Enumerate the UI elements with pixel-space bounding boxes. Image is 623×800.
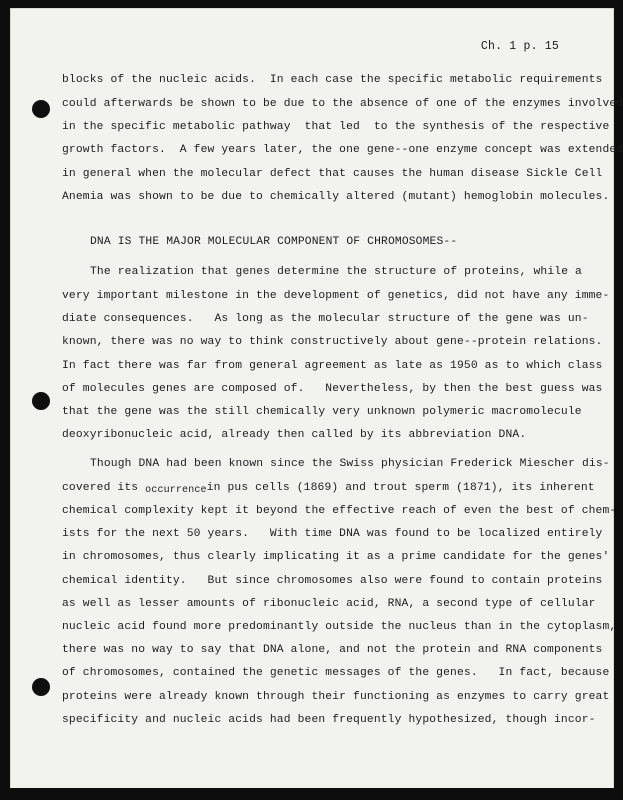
section-heading: DNA IS THE MAJOR MOLECULAR COMPONENT OF CHROMOSOMES-- xyxy=(90,236,458,248)
text-line: diate consequences. As long as the molecular structure of the gene was un- xyxy=(62,313,589,325)
text-line: In fact there was far from general agreement as late as 1950 as to which class xyxy=(62,360,603,372)
inserted-word: occurrence xyxy=(145,485,207,496)
punch-hole-top xyxy=(32,100,50,118)
text-line: The realization that genes determine the structure of proteins, while a xyxy=(90,266,582,278)
text-line: chemical complexity kept it beyond the effective reach of even the best of chem- xyxy=(62,505,617,517)
text-line: blocks of the nucleic acids. In each case the specific metabolic requirements xyxy=(62,74,603,86)
text-line: of chromosomes, contained the genetic messages of the genes. In fact, because xyxy=(62,667,610,679)
text-line: in the specific metabolic pathway that led to the synthesis of the respective xyxy=(62,121,610,133)
text-line: in general when the molecular defect that causes the human disease Sickle Cell xyxy=(62,168,603,180)
text-line: in chromosomes, thus clearly implicating it as a prime candidate for the genes' xyxy=(62,551,610,563)
punch-hole-middle xyxy=(32,392,50,410)
text-line: deoxyribonucleic acid, already then called by its abbreviation DNA. xyxy=(62,429,527,441)
text-fragment: covered its xyxy=(62,482,146,494)
text-line: Anemia was shown to be due to chemically altered (mutant) hemoglobin molecules. xyxy=(62,191,610,203)
text-line: ists for the next 50 years. With time DNA was found to be localized entirely xyxy=(62,528,603,540)
text-line: specificity and nucleic acids had been frequently hypothesized, though incor- xyxy=(62,714,596,726)
text-line: could afterwards be shown to be due to the absence of one of the enzymes involved xyxy=(62,98,623,110)
text-line: that the gene was the still chemically very unknown polymeric macromolecule xyxy=(62,406,582,418)
text-line: very important milestone in the development of genetics, did not have any imme- xyxy=(62,290,610,302)
document-page xyxy=(10,8,623,792)
text-line: known, there was no way to think constructively about gene--protein relations. xyxy=(62,336,603,348)
text-line xyxy=(62,482,595,495)
text-line: growth factors. A few years later, the one gene--one enzyme concept was extended xyxy=(62,144,623,156)
text-line: there was no way to say that DNA alone, and not the protein and RNA components xyxy=(62,644,603,656)
text-line: chemical identity. But since chromosomes also were found to contain proteins xyxy=(62,575,603,587)
punch-hole-bottom xyxy=(32,678,50,696)
text-line: proteins were already known through their functioning as enzymes to carry great xyxy=(62,691,610,703)
text-line: of molecules genes are composed of. Nevertheless, by then the best guess was xyxy=(62,383,603,395)
text-fragment: in pus cells (1869) and trout sperm (1871), its inherent xyxy=(206,482,595,494)
text-line: nucleic acid found more predominantly outside the nucleus than in the cytoplasm, xyxy=(62,621,617,633)
page-number: Ch. 1 p. 15 xyxy=(480,40,559,53)
scanner-border xyxy=(0,788,623,800)
text-line: Though DNA had been known since the Swiss physician Frederick Miescher dis- xyxy=(90,458,610,470)
text-line: as well as lesser amounts of ribonucleic acid, RNA, a second type of cellular xyxy=(62,598,596,610)
